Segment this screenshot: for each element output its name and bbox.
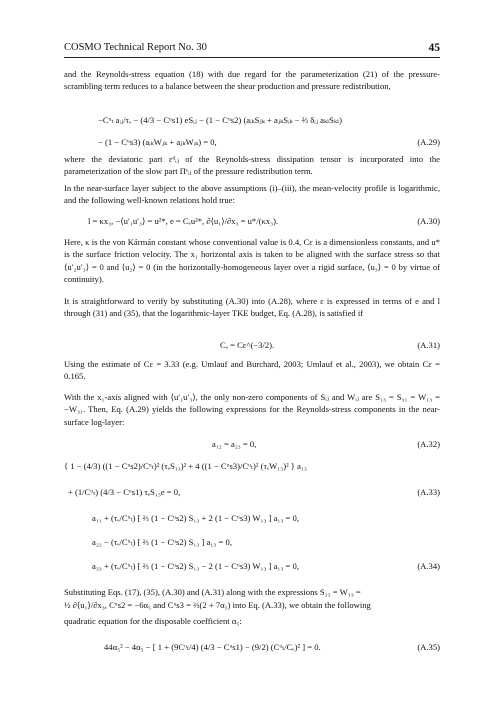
- paragraph-8-line1: Substituting Eqs. (17), (35), (A.30) and (A.31) along with the expressions S₁₃ = W₁₃ =: [64, 587, 361, 597]
- equation-number: (A.32): [417, 439, 440, 449]
- paragraph-7: With the x₁-axis aligned with ⟨u′₁u′₃⟩, the only non-zero components of Sᵢⱼ and Wᵢⱼ are S₁₃ = S₃₁ = W₁₃ = −W₃₁. Then, Eq. (A.29) yields the following expressions for the Reynolds-stress components in the near-surface log-layer:: [64, 392, 440, 427]
- equation-number: (A.33): [417, 487, 440, 497]
- equation-a33-line2: + (1/Cᵘₜ) (4/3 − Cᵘs1) τₑS₁₃e = 0, (A.33): [68, 487, 440, 497]
- equation-a32: a₁₂ = a₂₃ = 0, (A.32): [212, 439, 440, 449]
- paragraph-3: In the near-surface layer subject to the above assumptions (i)–(iii), the mean-velocity profile is logarithmic, and the following well-known relations hold true:: [64, 183, 440, 206]
- page-header: [64, 42, 440, 56]
- report-title: COSMO Technical Report No. 30: [64, 42, 207, 53]
- equation-a30: l = κx₃, −⟨u′₁u′₃⟩ = u²*, e = Cₑu²*, ∂⟨u₁⟩/∂x₃ = u*/(κx₃). (A.30): [88, 216, 440, 226]
- paragraph-1: and the Reynolds-stress equation (18) with due regard for the parameterization (21) of the pressure-scrambling term reduces to a balance between the shear production and pressure redistribution,: [64, 69, 440, 92]
- equation-a29-line2: − (1 − Cᵘs3) (aᵢₖWⱼₖ + aⱼₖWᵢₖ) = 0, (A.29): [98, 137, 440, 147]
- equation-a33-line1: { 1 − (4/3) ((1 − Cᵘs2)/Cᵘₜ)² (τₑS₁₃)² + 4 ((1 − Cᵘs3)/Cᵘₜ)² (τₑW₁₃)² } a₁₃: [64, 461, 307, 471]
- equation-a29-line1: −Cᵘₜ aᵢⱼ/τₑ − (4/3 − Cᵘs1) eSᵢⱼ − (1 − Cᵘs2) (aᵢₖSⱼₖ + aⱼₖSᵢₖ − ⅔ δᵢⱼ aₖₗSₖₗ): [98, 115, 343, 125]
- equation-a34-line3: a₃₃ + (τₑ/Cᵘₜ) [ ⅔ (1 − Cᵘs2) S₁₃ − 2 (1 − Cᵘs3) W₁₃ ] a₁₃ = 0, (A.34): [92, 561, 440, 571]
- paragraph-5: It is straightforward to verify by substituting (A.30) into (A.28), where ε is expressed in terms of e and l through (31) and (35), that the logarithmic-layer TKE budget, Eq. (A.28), is satisfied if: [64, 296, 440, 319]
- equation-a34-line1: a₁₁ + (τₑ/Cᵘₜ) [ ⅔ (1 − Cᵘs2) S₁₃ + 2 (1 − Cᵘs3) W₁₃ ] a₁₃ = 0,: [92, 513, 300, 523]
- equation-a34-line2: a₂₂ − (τₑ/Cᵘₜ) [ ⅔ (1 − Cᵘs2) S₁₃ ] a₁₃ = 0,: [92, 537, 232, 547]
- header-rule: [64, 57, 440, 58]
- equation-number: (A.34): [417, 561, 440, 571]
- equation-number: (A.29): [417, 137, 440, 147]
- equation-a35: 44α₅² − 4α₅ − [ 1 + (9Cᵘₜ/4) (4/3 − Cᵘs1) − (9/2) (Cᵘₜ/Cₑ)² ] = 0. (A.35): [104, 642, 440, 652]
- equation-a31: Cₑ = Cε^(−3/2). (A.31): [220, 340, 440, 350]
- page-number: 45: [428, 42, 440, 54]
- equation-number: (A.30): [417, 216, 440, 226]
- equation-number: (A.35): [417, 642, 440, 652]
- paragraph-8-line3: quadratic equation for the disposable coefficient α₅:: [64, 616, 242, 626]
- paragraph-6: Using the estimate of Cε = 3.33 (e.g. Umlauf and Burchard, 2003; Umlauf et al., 2003), we obtain Cε = 0.165.: [64, 359, 440, 382]
- paragraph-4: Here, κ is the von Kármán constant whose conventional value is 0.4, Cε is a dimensionless constants, and u* is the surface friction velocity. The x₁ horizontal axis is taken to be aligned with the surface stress so that ⟨u′₂u′₃⟩ = 0 and ⟨u₂⟩ = 0 (in the horizontally-homogeneous layer over a rigid surface, ⟨u₃⟩ = 0 by virtue of continuity).: [64, 237, 440, 285]
- paragraph-8-line2: ½ ∂⟨u₁⟩/∂x₃, Cᵘs2 = −6α₅ and Cᵘs3 = ⅔(2 + 7α₅) into Eq. (A.33), we obtain the following: [64, 600, 371, 610]
- equation-number: (A.31): [417, 340, 440, 350]
- paragraph-2: where the deviatoric part εᵈᵢⱼ of the Reynolds-stress dissipation tensor is incorporated into the parameterization of the slow part Πˢᵢⱼ of the pressure redistribution term.: [64, 154, 440, 177]
